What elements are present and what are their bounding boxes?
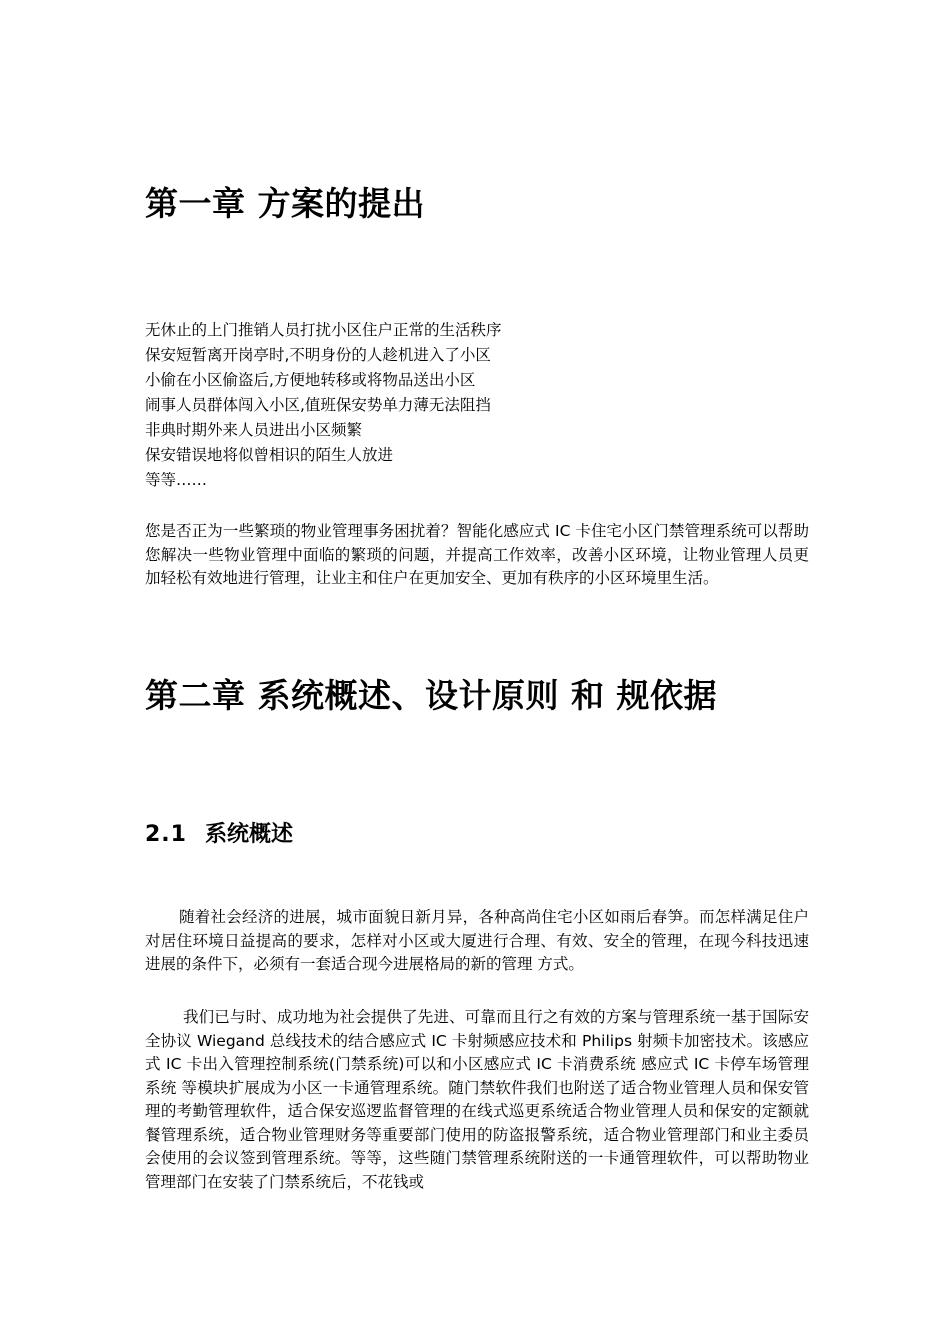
issue-line: 闹事人员群体闯入小区,值班保安势单力薄无法阻挡 <box>145 396 491 414</box>
section-2-1-heading <box>145 820 745 850</box>
section-title: 系统概述 <box>204 822 293 847</box>
issue-line: 小偷在小区偷盗后,方便地转移或将物品送出小区 <box>145 371 476 389</box>
issue-line: 非典时期外来人员进出小区频繁 <box>145 421 363 439</box>
issue-line: 无休止的上门推销人员打扰小区住户正常的生活秩序 <box>145 321 502 339</box>
issue-list <box>145 318 502 493</box>
chapter-1-title: 第一章 方案的提出 <box>145 184 425 223</box>
issue-line: 保安错误地将似曾相识的陌生人放进 <box>145 446 394 464</box>
issue-line: 等等…… <box>145 471 208 489</box>
issue-line: 保安短暂离开岗亭时,不明身份的人趁机进入了小区 <box>145 346 491 364</box>
section-number: 2.1 <box>145 822 187 847</box>
overview-paragraph-1: 随着社会经济的进展，城市面貌日新月异，各种高尚住宅小区如雨后春笋。而怎样满足住户对居住环境日益提高的要求，怎样对小区或大厦进行合理、有效、安全的管理，在现今科技迅速进展的条件下，必须有一套适合现今进展格局的新的管理 方式。 <box>145 908 809 973</box>
overview-paragraph-2: 我们已与时、成功地为社会提供了先进、可靠而且行之有效的方案与管理系统一基于国际安全协议 Wiegand 总线技术的结合感应式 IC 卡射频感应技术和 Philips 射频卡加密技术。该感应式 IC 卡出入管理控制系统(门禁系统)可以和小区感应式 IC 卡消费系统 感应式 IC 卡停车场管理系统 等模块扩展成为小区一卡通管理系统。随门禁软件我们也附送了适合物业管理人员和保安管理的考勤管理软件，适合保安巡逻监督管理的在线式巡更系统适合物业管理人员和保安的定额就餐管理系统，适合物业管理财务等重要部门使用的防盗报警系统，适合物业管理部门和业主委员会使用的会议签到管理系统。等等，这些随门禁管理系统附送的一卡通管理软件，可以帮助物业管理部门在安装了门禁系统后，不花钱或 <box>145 1008 809 1191</box>
chapter-2-title: 第二章 系统概述、设计原则 和 规依据 <box>145 676 717 715</box>
chapter-1-summary: 您是否正为一些繁琐的物业管理事务困扰着？智能化感应式 IC 卡住宅小区门禁管理系统可以帮助您解决一些物业管理中面临的繁琐的问题，并提高工作效率，改善小区环境，让物业管理人员更加轻松有效地进行管理，让业主和住户在更加安全、更加有秩序的小区环境里生活。 <box>145 522 809 587</box>
